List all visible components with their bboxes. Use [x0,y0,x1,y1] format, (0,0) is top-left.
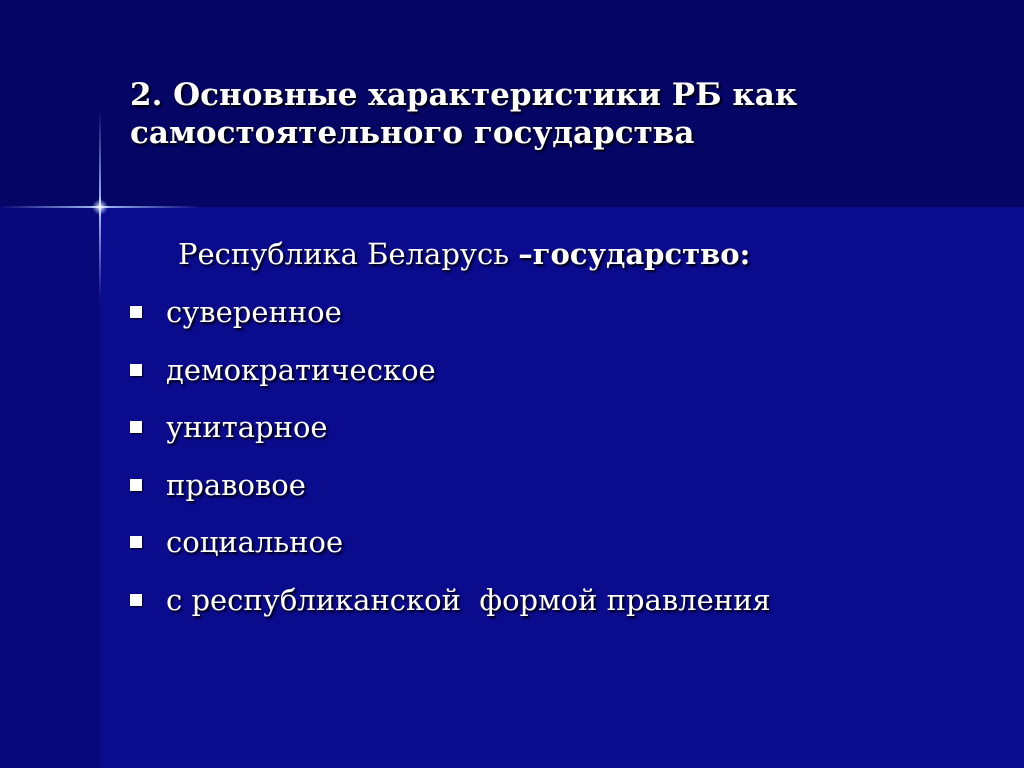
square-bullet-icon [130,479,142,491]
slide-title: 2. Основные характеристики РБ как самостоятельного государства [130,77,798,151]
list-item-text: суверенное [166,295,342,329]
square-bullet-icon [130,306,142,318]
sparkle-star-icon [92,199,108,215]
list-item [130,290,771,348]
list-item-text: унитарное [166,410,328,444]
list-item [130,463,771,521]
feature-list [130,290,771,635]
lead-sentence [178,234,750,274]
list-item [130,348,771,406]
list-item-text: с республиканской формой правления [166,582,771,617]
list-item [130,520,771,578]
list-item-text: социальное [166,525,344,559]
list-item [130,405,771,463]
square-bullet-icon [130,364,142,376]
list-item-text: правовое [166,467,306,502]
list-item [130,578,771,636]
square-bullet-icon [130,421,142,433]
list-item-text: демократическое [166,352,436,387]
square-bullet-icon [130,536,142,548]
lead-bold-text: –государство: [518,237,751,271]
square-bullet-icon [130,594,142,606]
lead-normal-text: Республика Беларусь [178,237,519,271]
